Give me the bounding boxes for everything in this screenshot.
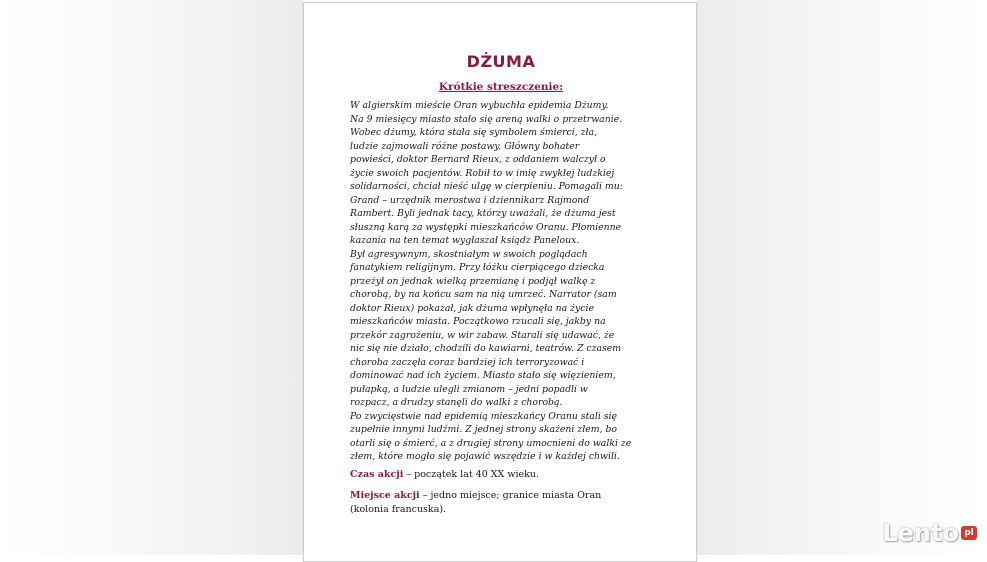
background-left (0, 0, 303, 555)
place-label: Miejsce akcji (350, 490, 420, 501)
summary-line: Był agresywnym, skostniałym w swoich poglądach (350, 248, 588, 260)
place-of-action (350, 489, 670, 516)
summary-line: złem, które mogło się pojawić wszędzie i w każdej chwili. (350, 451, 620, 462)
lento-watermark-logo (882, 519, 977, 547)
summary-line: kazania na ten temat wygłaszał ksiądz Paneloux. (350, 235, 580, 246)
summary-line: słuszną karą za występki mieszkańców Oranu. Płomienne (350, 221, 622, 233)
background-right (697, 0, 987, 555)
place-text-line2: (kolonia francuska). (350, 503, 447, 515)
summary-line: Grand – urzędnik merostwa i dziennikarz Rajmond (350, 194, 590, 206)
summary-line: fanatykiem religijnym. Przy łóżku cierpiącego dziecka (350, 262, 605, 273)
watermark-text: Lento (882, 519, 959, 547)
summary-paragraph (350, 99, 660, 464)
summary-line: Wobec dżumy, która stała się symbolem śmierci, zła, (350, 127, 598, 138)
summary-line: ludzie zajmowali różne postawy. Główny bohater (350, 140, 580, 152)
summary-line: Na 9 miesięcy miasto stało się areną walki o przetrwanie. (350, 113, 623, 125)
summary-line: chorobą, by na końcu sam na nią umrzeć. Narrator (sam (350, 289, 617, 300)
document-subtitle: Krótkie streszczenie: (438, 81, 564, 93)
time-text: – początek lat 40 XX wieku. (403, 469, 540, 480)
summary-line: Po zwycięstwie nad epidemią mieszkańcy Oranu stali się (350, 410, 617, 422)
summary-line: powieści, doktor Bernard Rieux, z oddaniem walczył o (350, 154, 606, 165)
summary-line: solidarności, chciał nieść ulgę w cierpieniu. Pomagali mu: (350, 181, 623, 192)
summary-line: pułapką, a ludzie ulegli zmianom – jedni popadli w (350, 383, 588, 395)
summary-line: zupełnie innymi ludźmi. Z jednej strony skażeni złem, bo (350, 424, 617, 435)
summary-line: W algierskim mieście Oran wybuchła epidemia Dżumy. (350, 100, 609, 111)
summary-line: przeżył on jednak wielką przemianę i podjął walkę z (350, 275, 596, 287)
time-of-action (350, 468, 670, 482)
summary-line: choroba zaczęła coraz bardziej ich terroryzować i (350, 356, 585, 368)
summary-line: Rambert. Byli jednak tacy, którzy uważali, że dżuma jest (350, 208, 616, 219)
watermark-badge: pl (961, 526, 977, 540)
document-title: DŻUMA (466, 52, 536, 71)
summary-line: otarli się o śmierć, a z drugiej strony umocnieni do walki ze (350, 437, 632, 449)
summary-line: doktor Rieux) pokazał, jak dżuma wpłynęła na życie (350, 302, 594, 314)
place-text-line1: – jedno miejsce; granice miasta Oran (419, 490, 602, 501)
summary-line: rozpacz, a drudzy stanęli do walki z chorobą. (350, 397, 563, 408)
document-page (303, 2, 697, 562)
summary-line: życie swoich pacjentów. Robił to w imię zwykłej ludzkiej (350, 167, 615, 179)
summary-line: przekór zagrożeniu, w wir zabaw. Starali się udawać, że (350, 329, 615, 341)
summary-line: dominować nad ich życiem. Miasto stało się więzieniem, (350, 370, 616, 381)
summary-line: nic się nie działo, chodzili do kawiarni, teatrów. Z czasem (350, 343, 622, 354)
time-label: Czas akcji (350, 469, 404, 480)
summary-line: mieszkańców miasta. Początkowo rzucali się, jakby na (350, 316, 606, 327)
